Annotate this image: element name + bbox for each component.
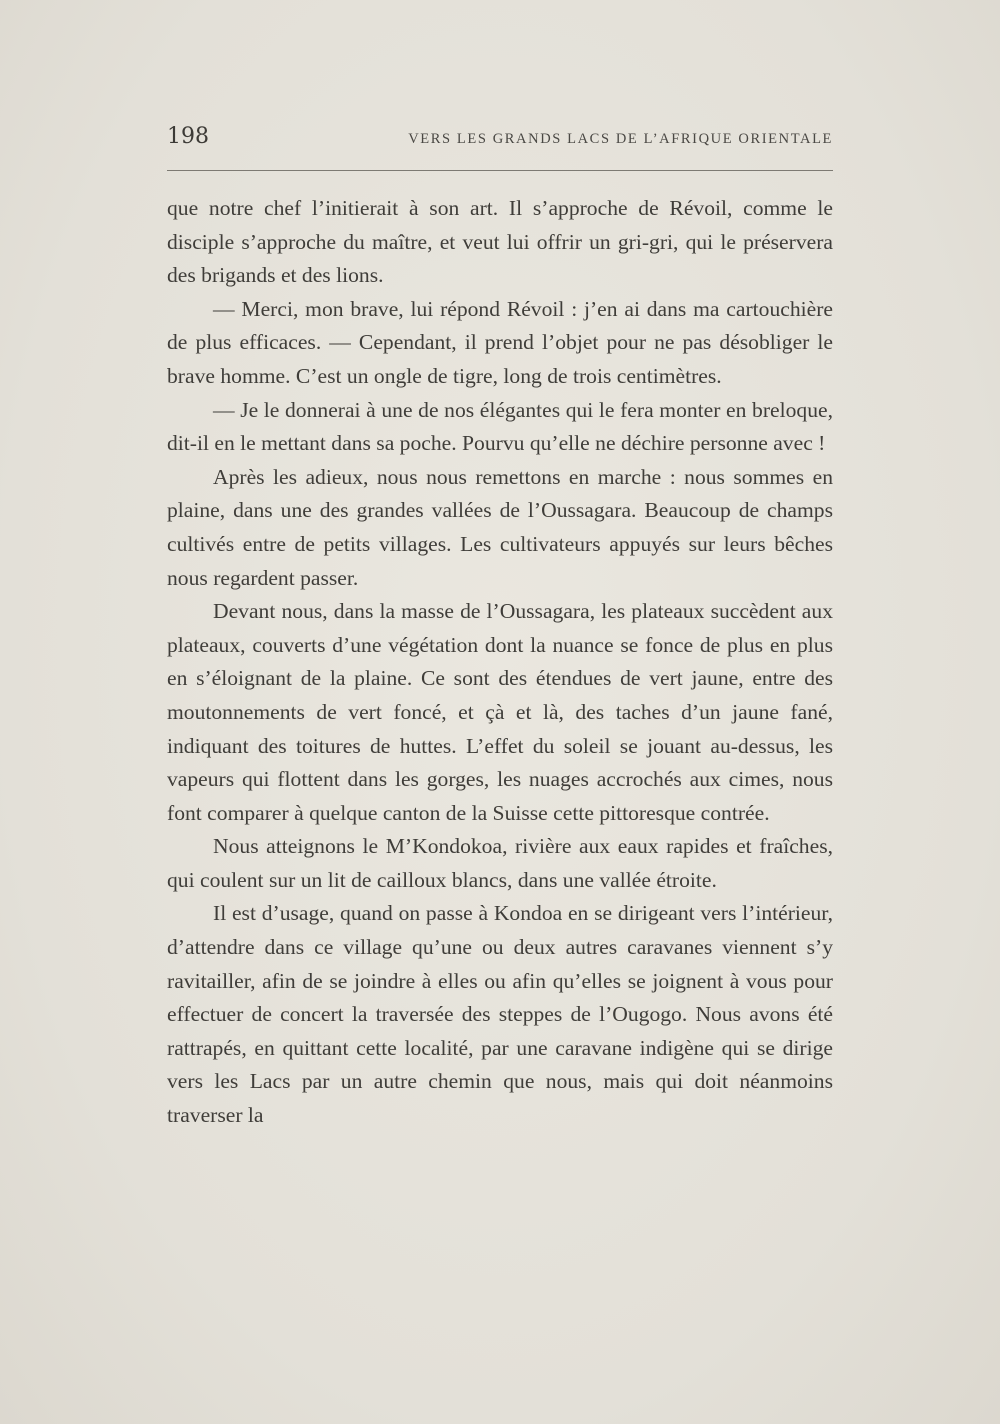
paragraph: Devant nous, dans la masse de l’Oussagara, les plateaux succèdent aux plateaux, couverts d’une végétation dont la nuance se fonce de plus en plus en s’éloignant de la plaine. Ce sont des étendues de vert jaune, entre des moutonnements de vert foncé, et çà et là, des taches d’un jaune fané, indiquant des toitures de huttes. L’effet du soleil se jouant au-dessus, les vapeurs qui flottent dans les gorges, les nuages accrochés aux cimes, nous font comparer à quelque canton de la Suisse cette pittoresque contrée. — [167, 599, 833, 825]
body-text — [167, 192, 833, 1133]
paragraph: — Je le donnerai à une de nos élégantes qui le fera monter en breloque, dit-il en le mettant dans sa poche. Pourvu qu’elle ne déchire personne avec ! — [167, 397, 833, 456]
paragraph: Nous atteignons le M’Kondokoa, rivière aux eaux rapides et fraîches, qui coulent sur un lit de cailloux blancs, dans une vallée étroite. — [167, 834, 833, 892]
page-number: 198 — [167, 124, 209, 149]
paragraph: — Merci, mon brave, lui répond Révoil : j’en ai dans ma cartouchière de plus efficaces. — Cependant, il prend l’objet pour ne pas désobliger le brave homme. C’est un ongle de tigre, long de trois centimètres. — [167, 296, 833, 388]
header-rule — [167, 170, 833, 171]
paragraph: Il est d’usage, quand on passe à Kondoa en se dirigeant vers l’intérieur, d’attendre dans ce village qu’une ou deux autres caravanes viennent s’y ravitailler, afin de se joindre à elles ou afin qu’elles se joignent à vous pour effectuer de concert la traversée des steppes de l’Ougogo. Nous avons été rattrapés, en quittant cette localité, par une caravane indigène qui se dirige vers les Lacs par un autre chemin que nous, mais qui doit néanmoins traverser la — [167, 901, 833, 1128]
paragraph: Après les adieux, nous nous remettons en marche : nous sommes en plaine, dans une des grandes vallées de l’Oussagara. Beaucoup de champs cultivés entre de petits villages. Les cultivateurs appuyés sur leurs bêches nous regardent passer. — [167, 464, 833, 590]
paragraph: que notre chef l’initierait à son art. Il s’approche de Révoil, comme le disciple s’approche du maître, et veut lui offrir un gri-gri, qui le préservera des brigands et des lions. — [167, 196, 833, 288]
running-title: VERS LES GRANDS LACS DE L’AFRIQUE ORIENTALE — [408, 131, 833, 147]
page-header — [167, 124, 833, 154]
